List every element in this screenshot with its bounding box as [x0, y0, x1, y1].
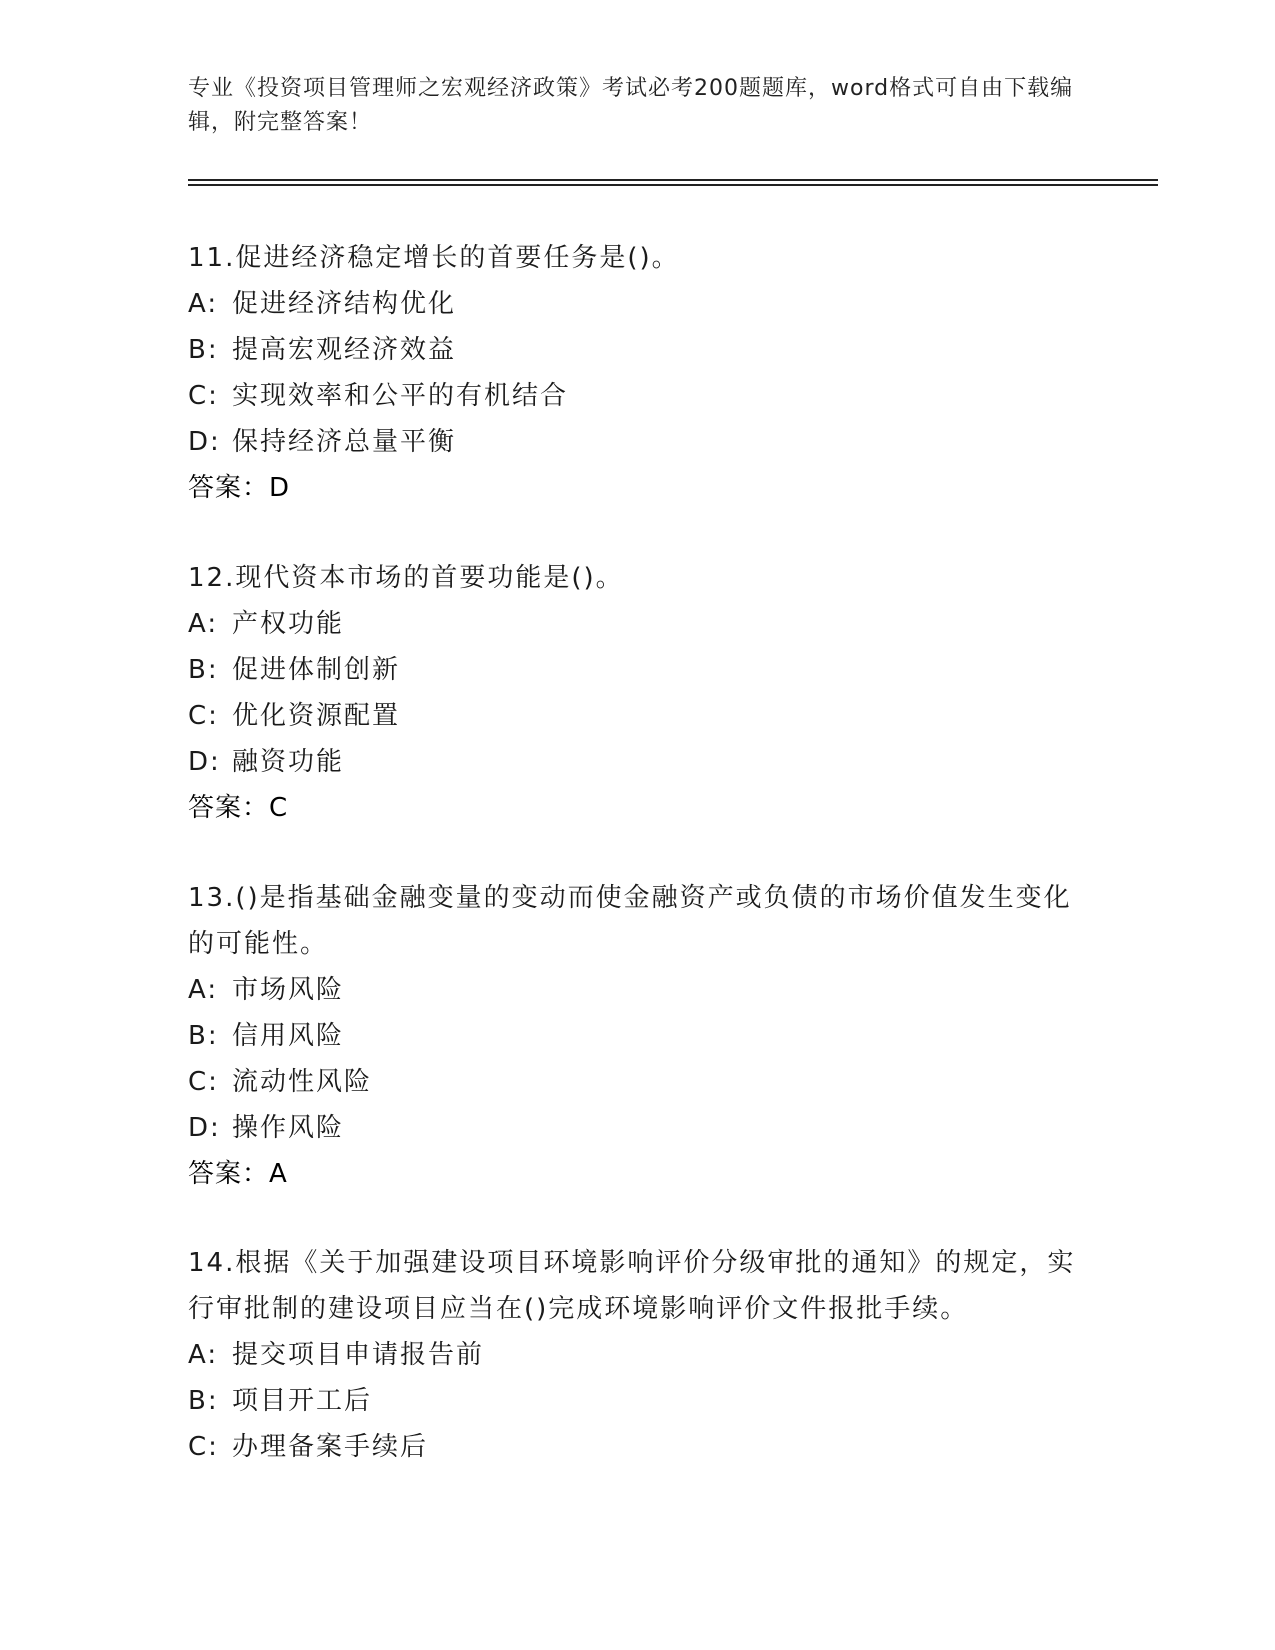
- option-text: 优化资源配置: [232, 701, 401, 731]
- option-letter: B:: [188, 655, 219, 685]
- option-text: 促进体制创新: [232, 655, 401, 685]
- option-a: [188, 601, 1088, 647]
- option-text: 保持经济总量平衡: [232, 427, 457, 457]
- question-stem: 13.()是指基础金融变量的变动而使金融资产或负债的市场价值发生变化的可能性。: [188, 883, 1072, 959]
- option-text: 市场风险: [232, 975, 345, 1005]
- option-a: [188, 281, 1088, 327]
- question-13: [188, 875, 1088, 1197]
- question-stem: 12.现代资本市场的首要功能是()。: [188, 563, 624, 593]
- option-c: [188, 1059, 1088, 1105]
- option-letter: A:: [188, 609, 219, 639]
- question-stem: 11.促进经济稳定增长的首要任务是()。: [188, 243, 680, 273]
- question-12: [188, 555, 1088, 831]
- option-letter: D:: [188, 747, 221, 777]
- answer-line: 答案：C: [188, 793, 289, 823]
- option-letter: A:: [188, 1340, 219, 1370]
- option-letter: B:: [188, 335, 219, 365]
- option-letter: B:: [188, 1021, 219, 1051]
- option-d: [188, 1105, 1088, 1151]
- option-text: 项目开工后: [232, 1386, 373, 1416]
- option-letter: C:: [188, 701, 219, 731]
- option-letter: D:: [188, 1113, 221, 1143]
- option-letter: A:: [188, 289, 219, 319]
- option-text: 实现效率和公平的有机结合: [232, 381, 569, 411]
- option-text: 促进经济结构优化: [232, 289, 457, 319]
- option-text: 融资功能: [232, 747, 345, 777]
- question-stem: 14.根据《关于加强建设项目环境影响评价分级审批的通知》的规定，实行审批制的建设项目应当在()完成环境影响评价文件报批手续。: [188, 1248, 1076, 1324]
- option-letter: C:: [188, 1432, 219, 1462]
- option-d: [188, 739, 1088, 785]
- option-letter: C:: [188, 1067, 219, 1097]
- option-a: [188, 1332, 1088, 1378]
- option-b: [188, 1378, 1088, 1424]
- divider-line: [188, 184, 1158, 186]
- option-letter: B:: [188, 1386, 219, 1416]
- document-intro: 专业《投资项目管理师之宏观经济政策》考试必考200题题库，word格式可自由下载编辑，附完整答案！: [188, 76, 1074, 135]
- option-letter: A:: [188, 975, 219, 1005]
- option-text: 信用风险: [232, 1021, 345, 1051]
- question-14: [188, 1240, 1088, 1470]
- question-11: [188, 235, 1088, 511]
- option-text: 操作风险: [232, 1113, 345, 1143]
- option-c: [188, 373, 1088, 419]
- option-a: [188, 967, 1088, 1013]
- option-b: [188, 647, 1088, 693]
- option-letter: D:: [188, 427, 221, 457]
- option-b: [188, 1013, 1088, 1059]
- option-text: 提高宏观经济效益: [232, 335, 457, 365]
- option-c: [188, 693, 1088, 739]
- option-text: 提交项目申请报告前: [232, 1340, 485, 1370]
- option-text: 产权功能: [232, 609, 345, 639]
- option-text: 流动性风险: [232, 1067, 373, 1097]
- option-d: [188, 419, 1088, 465]
- option-c: [188, 1424, 1088, 1470]
- option-text: 办理备案手续后: [232, 1432, 429, 1462]
- answer-line: 答案：D: [188, 473, 291, 503]
- option-b: [188, 327, 1088, 373]
- option-letter: C:: [188, 381, 219, 411]
- answer-line: 答案：A: [188, 1159, 288, 1189]
- divider-line: [188, 179, 1158, 181]
